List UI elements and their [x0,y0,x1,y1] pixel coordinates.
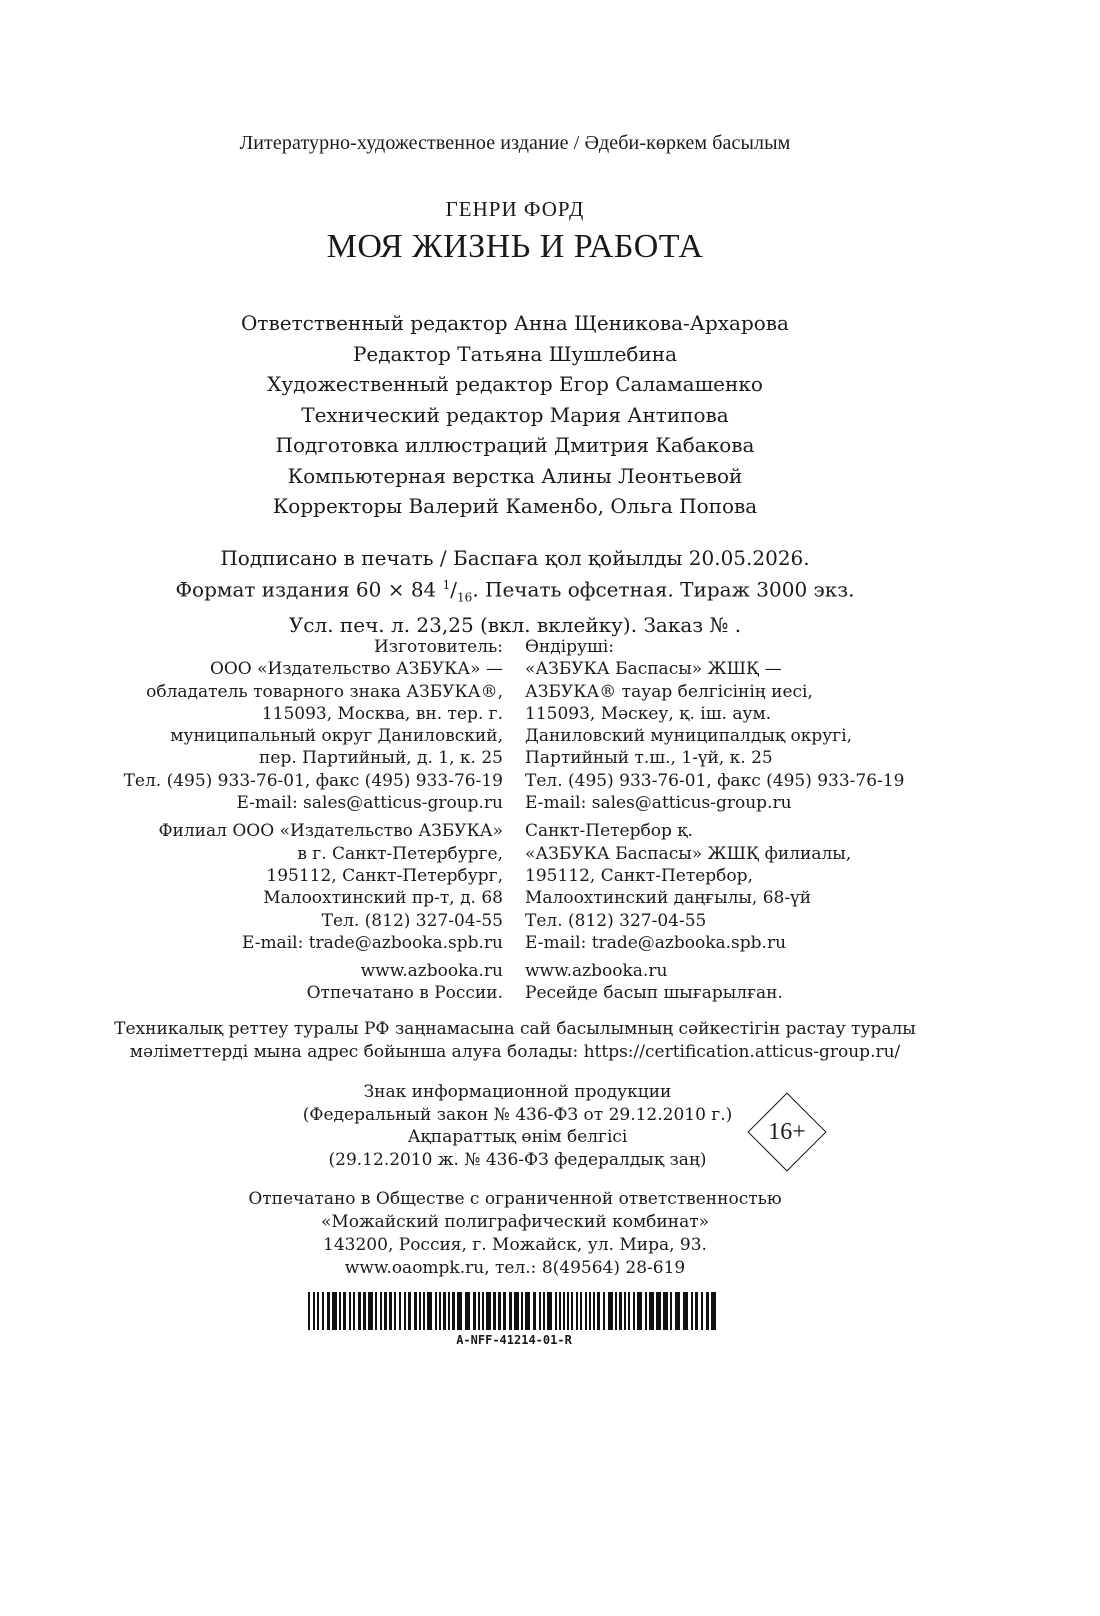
credit-line: Ответственный редактор Анна Щеникова-Архарова [241,311,789,335]
info-sign-line: (Федеральный закон № 436-ФЗ от 29.12.2010 г.) [302,1104,733,1125]
manufacturer-kz-email: E-mail: sales@atticus-group.ru [525,793,792,814]
publisher-columns [0,636,1100,1005]
certification-line: Техникалық реттеу туралы РФ заңнамасына сай басылымның сәйкестігін растау туралы [114,1019,916,1039]
credit-line: Художественный редактор Егор Саламашенко [267,372,763,396]
branch-kz-line: 195112, Санкт-Петербор, [525,865,753,886]
manufacturer-ru-line: обладатель товарного знака АЗБУКА®, [146,681,503,702]
credit-line: Технический редактор Мария Антипова [301,402,729,427]
manufacturer-kz-phone: Тел. (495) 933-76-01, факс (495) 933-76-19 [525,770,905,791]
signed-date: Подписано в печать / Баспаға қол қойылды 20.05.2026. [220,546,810,570]
barcode-text: A-NFF-41214-01-R [456,1333,572,1347]
branch-ru-line: 195112, Санкт-Петербург, [266,865,503,886]
credit-line: Редактор Татьяна Шушлебина [352,341,678,366]
certification-line: мәліметтерді мына адрес бойынша алуға болады: https://certification.atticus-group.ru/ [129,1041,901,1062]
branch-ru-line: в г. Санкт-Петербурге, [297,843,503,864]
manufacturer-kz-line: АЗБУКА® тауар белгісінің иесі, [525,681,813,702]
manufacturer-ru-line: пер. Партийный, д. 1, к. 25 [259,748,503,769]
format-numerator: 1 [442,578,451,592]
printer-line: Отпечатано в Обществе с ограниченной ответственностью [248,1189,782,1209]
website-kz: www.azbooka.ru [525,961,668,982]
branch-kz-email: E-mail: trade@azbooka.spb.ru [525,932,787,953]
manufacturer-kz-line: «АЗБУКА Баспасы» ЖШҚ — [525,659,782,680]
branch-ru-line: Малоохтинский пр-т, д. 68 [263,888,503,909]
credit-line: Корректоры Валерий Каменδо, Ольга Попова [272,494,758,518]
info-sign-line: Ақпараттық өнім белгісі [407,1127,628,1147]
info-sign-text [290,1081,745,1171]
barcode-icon [308,1292,720,1330]
printer-line: www.oaompk.ru, тел.: 8(49564) 28-619 [344,1258,686,1278]
manufacturer-ru-phone: Тел. (495) 933-76-01, факс (495) 933-76-19 [123,770,503,791]
branch-kz-line: Санкт-Петербор қ. [525,821,693,842]
branch-kz-line: «АЗБУКА Баспасы» ЖШҚ филиалы, [525,843,852,864]
branch-ru-line: Филиал ООО «Издательство АЗБУКА» [158,821,503,842]
manufacturer-ru-line: Изготовитель: [373,637,503,657]
info-sign-line: (29.12.2010 ж. № 436-ФЗ федералдық заң) [328,1149,707,1170]
sheets-line: Усл. печ. л. 23,25 (вкл. вклейку). Заказ № . [288,612,742,637]
author-name: ГЕНРИ ФОРД [445,197,585,221]
certification-note [0,1018,1030,1063]
branch-ru-email: E-mail: trade@azbooka.spb.ru [241,932,503,953]
printer-line: «Можайский полиграфический комбинат» [320,1212,710,1232]
manufacturer-kz-line: 115093, Мәскеу, қ. іш. аум. [525,703,772,724]
print-info [0,545,1030,639]
format-suffix: . Печать офсетная. Тираж 3000 экз. [472,577,855,602]
printer-info [0,1188,1030,1280]
book-title: МОЯ ЖИЗНЬ И РАБОТА [326,228,704,265]
credit-line: Подготовка иллюстраций Дмитрия Кабакова [275,433,755,457]
format-denominator: 16 [457,590,473,605]
edition-type: Литературно-художественное издание / Әдеби-көркем басылым [239,132,791,154]
format-line: Формат издания 60 × 84 $^1/_{16}$. Печать офсетная. Тираж 3000 экз. [175,577,855,605]
branch-kz-phone: Тел. (812) 327-04-55 [525,910,707,931]
manufacturer-kz-line: Өндіруші: [525,637,615,657]
printed-in-kz: Ресейде басып шығарылған. [525,983,783,1004]
age-rating-label: 16+ [768,1118,806,1145]
website-ru: www.azbooka.ru [360,961,503,982]
manufacturer-ru-email: E-mail: sales@atticus-group.ru [236,793,503,814]
credit-line: Компьютерная верстка Алины Леонтьевой [287,463,743,488]
credits-list [0,308,1030,522]
branch-kz-line: Малоохтинский даңғылы, 68-үй [525,888,812,909]
manufacturer-kz-line: Партийный т.ш., 1-үй, к. 25 [525,748,773,769]
manufacturer-ru-line: 115093, Москва, вн. тер. г. [261,703,503,724]
format-prefix: Формат издания 60 × 84 [175,577,443,602]
printer-line: 143200, Россия, г. Можайск, ул. Мира, 93. [323,1235,707,1255]
age-rating-badge [747,1092,827,1172]
printed-in-ru: Отпечатано в России. [306,983,503,1004]
manufacturer-kz-line: Даниловский муниципалдық округі, [525,726,853,747]
info-sign-line: Знак информационной продукции [363,1082,672,1102]
manufacturer-ru-line: муниципальный округ Даниловский, [170,726,503,747]
branch-ru-phone: Тел. (812) 327-04-55 [321,910,503,931]
manufacturer-ru-line: ООО «Издательство АЗБУКА» — [209,659,503,680]
